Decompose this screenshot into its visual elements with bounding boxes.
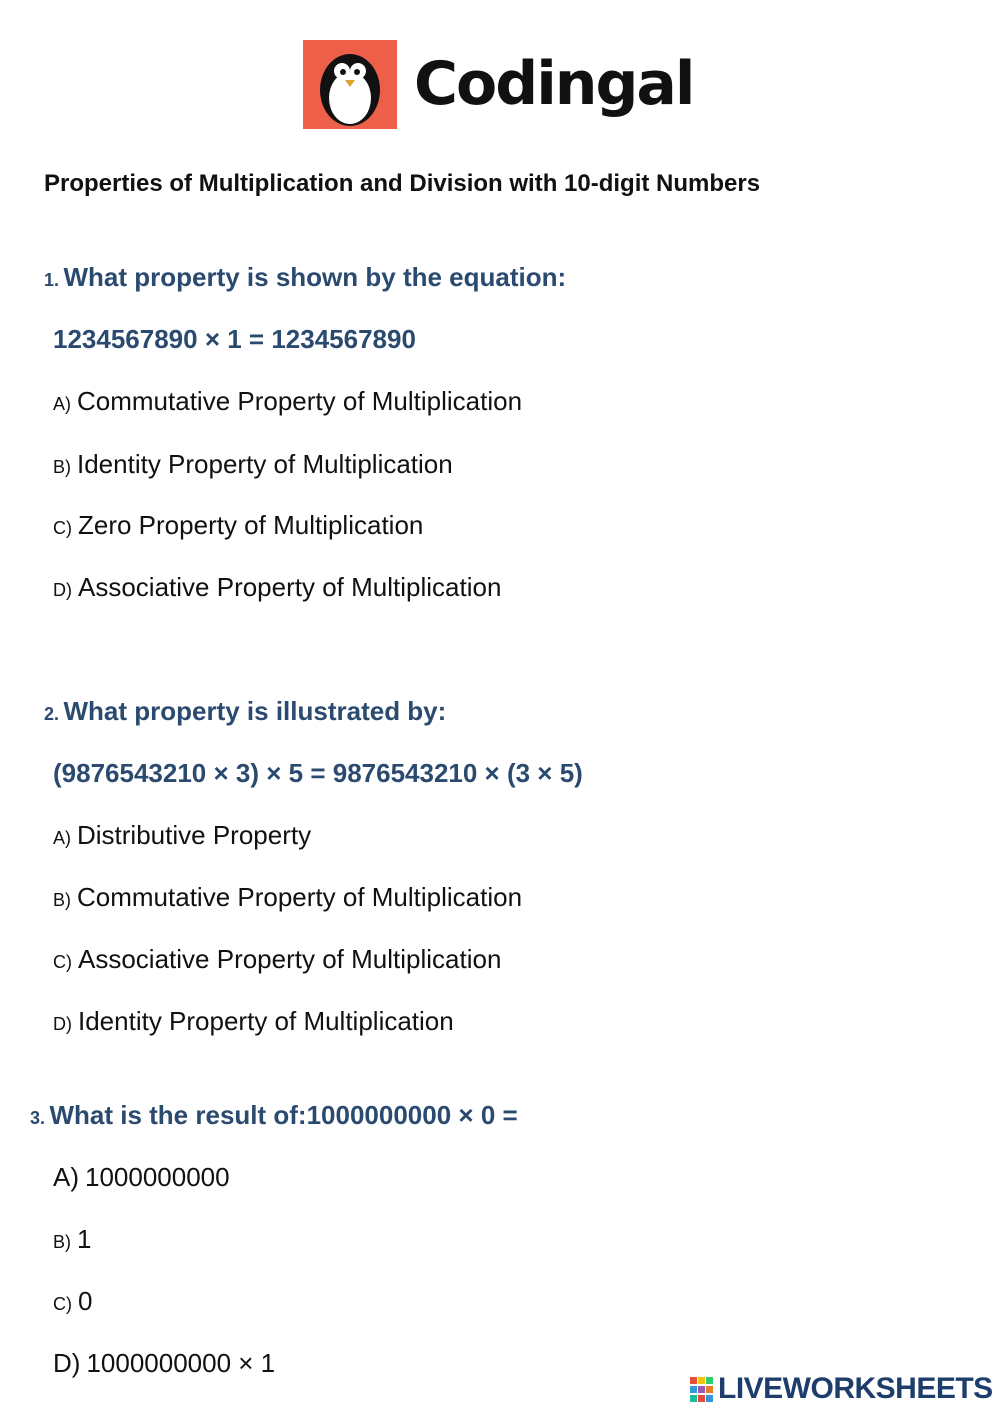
- option-letter: A): [53, 828, 71, 848]
- option-letter: D): [53, 1014, 72, 1034]
- option-c[interactable]: [53, 1286, 92, 1319]
- option-a[interactable]: [53, 820, 311, 853]
- option-letter: C): [53, 952, 72, 972]
- question-number: 2.: [44, 704, 60, 724]
- option-b[interactable]: [53, 1224, 91, 1257]
- option-text: 1: [77, 1224, 92, 1254]
- option-d[interactable]: [53, 572, 501, 605]
- option-b[interactable]: [53, 449, 453, 482]
- option-letter: B): [53, 1232, 71, 1252]
- option-letter: D): [53, 580, 72, 600]
- option-text: Identity Property of Multiplication: [77, 449, 453, 479]
- option-letter: B): [53, 457, 71, 477]
- question-text: What property is illustrated by:: [63, 696, 447, 726]
- question-3: [30, 1100, 518, 1130]
- liveworksheets-wordmark: LIVEWORKSHEETS: [718, 1372, 993, 1405]
- question-number: 1.: [44, 270, 60, 290]
- option-text: 1000000000 × 1: [86, 1348, 276, 1378]
- question-equation: 1234567890 × 1 = 1234567890: [53, 324, 416, 354]
- option-text: Distributive Property: [77, 820, 312, 850]
- option-a[interactable]: [53, 386, 522, 419]
- option-text: 1000000000: [85, 1162, 230, 1192]
- option-letter: D): [53, 1348, 81, 1378]
- option-letter: C): [53, 1294, 72, 1314]
- option-text: Commutative Property of Multiplication: [77, 386, 523, 416]
- option-c[interactable]: [53, 510, 423, 543]
- option-a[interactable]: [53, 1162, 230, 1192]
- option-text: Zero Property of Multiplication: [78, 510, 424, 540]
- question-equation: (9876543210 × 3) × 5 = 9876543210 × (3 × 5): [53, 758, 583, 788]
- question-1: [44, 262, 566, 292]
- option-text: Associative Property of Multiplication: [78, 944, 502, 974]
- option-letter: C): [53, 518, 72, 538]
- option-letter: B): [53, 890, 71, 910]
- question-number: 3.: [30, 1108, 46, 1128]
- option-b[interactable]: [53, 882, 522, 915]
- worksheet-title: Properties of Multiplication and Division with 10-digit Numbers: [44, 170, 761, 197]
- option-d[interactable]: [53, 1006, 454, 1039]
- option-letter: A): [53, 394, 71, 414]
- question-text: What is the result of:1000000000 × 0 =: [49, 1100, 518, 1130]
- penguin-icon: [303, 40, 397, 129]
- option-c[interactable]: [53, 944, 501, 977]
- option-text: 0: [78, 1286, 93, 1316]
- logo-wordmark: Codingal: [414, 49, 694, 119]
- option-text: Commutative Property of Multiplication: [77, 882, 523, 912]
- option-text: Associative Property of Multiplication: [78, 572, 502, 602]
- option-text: Identity Property of Multiplication: [78, 1006, 454, 1036]
- option-letter: A): [53, 1162, 79, 1192]
- question-2: [44, 696, 446, 726]
- liveworksheets-logo-icon: [690, 1377, 714, 1403]
- codingal-logo-box: [303, 40, 397, 129]
- question-text: What property is shown by the equation:: [63, 262, 567, 292]
- option-d[interactable]: [53, 1348, 275, 1378]
